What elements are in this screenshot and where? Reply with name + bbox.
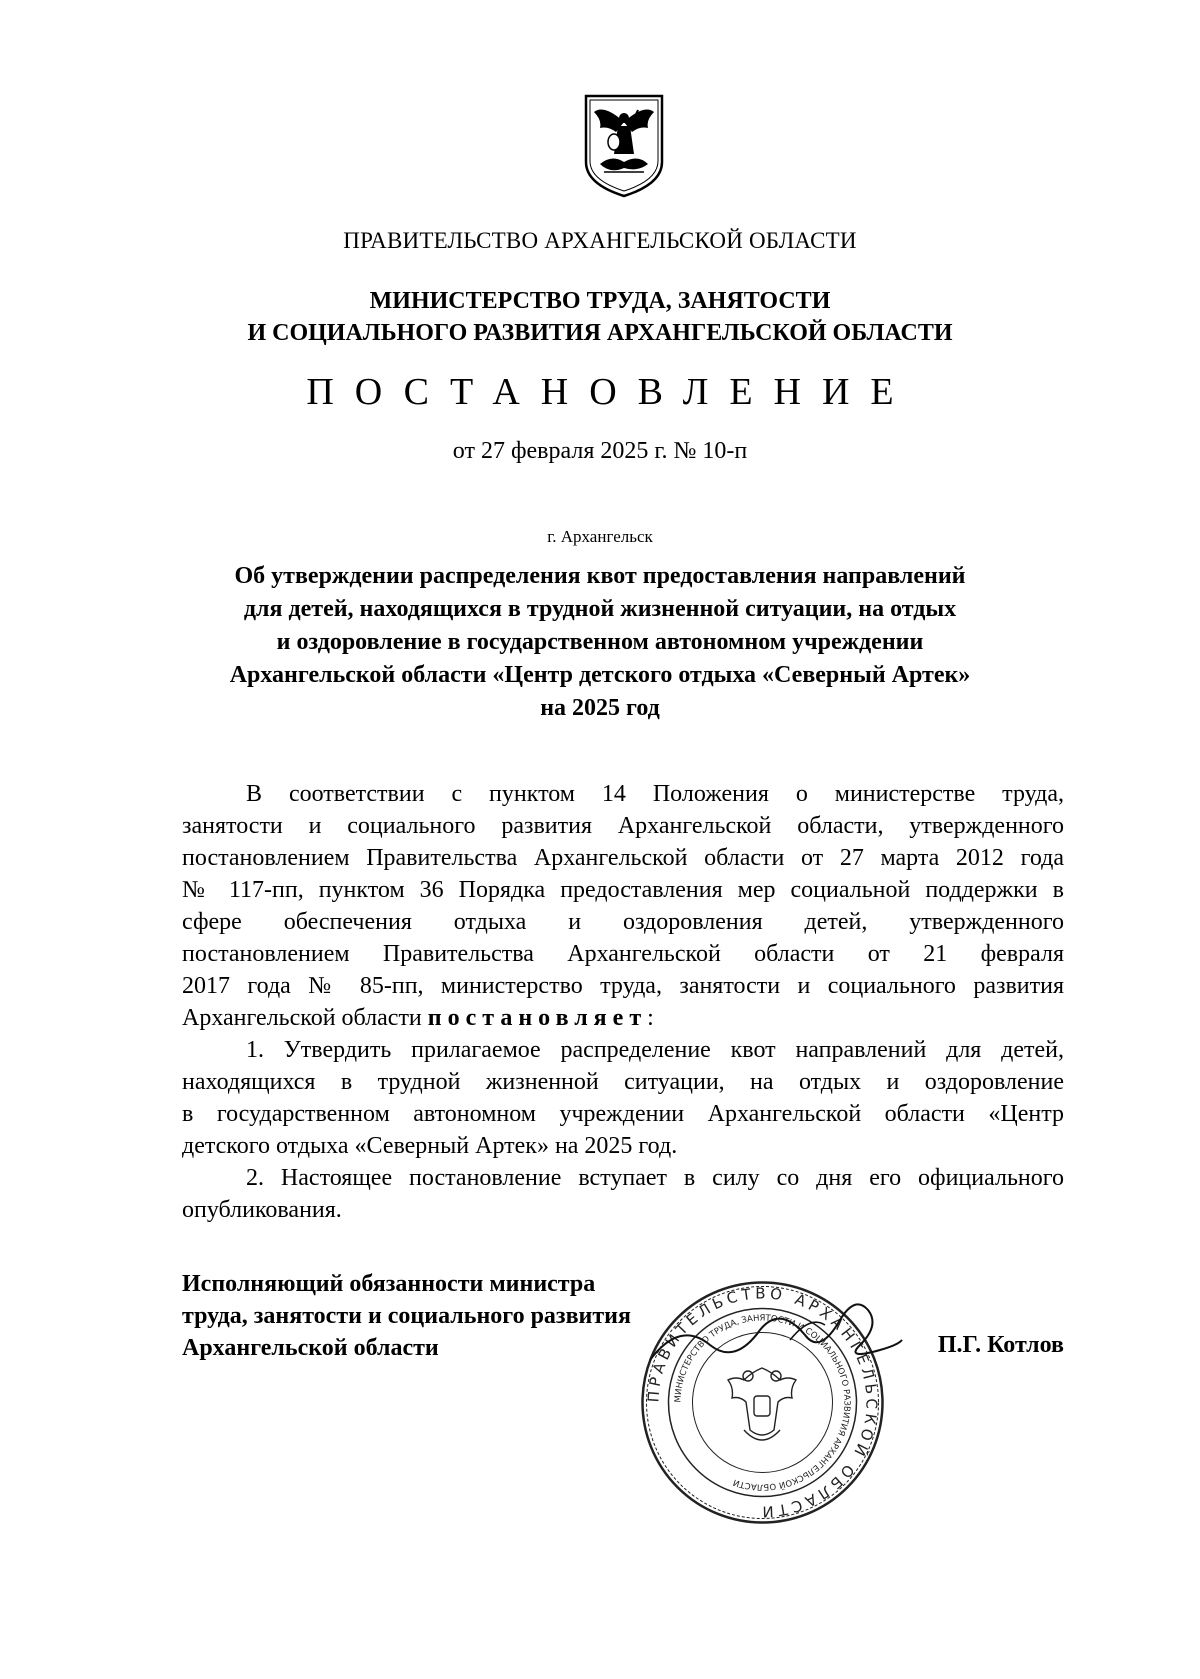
paragraph-2-line-4: детского отдыха «Северный Артек» на 2025 год. [182,1133,678,1159]
signatory-position-line-1: Исполняющий обязанности министра [182,1271,596,1297]
ministry-line-2: И СОЦИАЛЬНОГО РАЗВИТИЯ АРХАНГЕЛЬСКОЙ ОБЛАСТИ [247,320,953,346]
document-date-number: от 27 февраля 2025 г. № 10-п [452,438,748,464]
signatory-name: П.Г. Котлов [937,1332,1064,1358]
paragraph-3-line-2: опубликования. [182,1197,342,1223]
document-city: г. Архангельск [547,527,653,546]
ministry-heading [0,285,1200,349]
stamp-outer-text: ПРАВИТЕЛЬСТВО АРХАНГЕЛЬСКОЙ ОБЛАСТИ [644,1284,881,1521]
paragraph-1-line-1: В соответствии с пунктом 14 Положения о министерстве труда, [246,781,1064,807]
resolves-keyword: постановляет [427,1005,648,1031]
signatory-position-line-2: труда, занятости и социального развития [182,1303,631,1329]
signatory-position-line-3: Архангельской области [182,1335,439,1361]
paragraph-1-line-8 [182,1002,1064,1034]
title-line-1: Об утверждении распределения квот предоставления направлений [234,563,966,589]
document-type: ПОСТАНОВЛЕНИЕ [306,371,915,413]
title-line-4: Архангельской области «Центр детского отдыха «Северный Артек» [229,662,971,688]
paragraph-1-line-8-text: Архангельской области [182,1005,428,1031]
paragraph-3-line-1: 2. Настоящее постановление вступает в силу со дня его официального [246,1165,1064,1191]
title-line-2: для детей, находящихся в трудной жизненной ситуации, на отдых [243,596,957,622]
document-title [120,560,1080,725]
title-line-3: и оздоровление в государственном автономном учреждении [276,629,924,655]
document-body [182,778,1064,1226]
paragraph-1-line-3: постановлением Правительства Архангельской области от 27 марта 2012 года [182,845,1064,871]
paragraph-1-line-4: № 117-пп, пунктом 36 Порядка предоставления мер социальной поддержки в [182,877,1064,903]
ministry-line-1: МИНИСТЕРСТВО ТРУДА, ЗАНЯТОСТИ [369,288,831,314]
signatory-position [182,1268,631,1364]
stamp-inner-text: МИНИСТЕРСТВО ТРУДА, ЗАНЯТОСТИ И СОЦИАЛЬНОГО РАЗВИТИЯ АРХАНГЕЛЬСКОЙ ОБЛАСТИ [673,1313,852,1492]
paragraph-1-line-5: сфере обеспечения отдыха и оздоровления детей, утвержденного [182,909,1064,935]
government-heading: ПРАВИТЕЛЬСТВО АРХАНГЕЛЬСКОЙ ОБЛАСТИ [343,228,857,253]
paragraph-2-line-3: в государственном автономном учреждении Архангельской области «Центр [182,1101,1064,1127]
paragraph-1-line-7: 2017 года № 85-пп, министерство труда, занятости и социального развития [182,973,1064,999]
paragraph-2-line-2: находящихся в трудной жизненной ситуации, на отдых и оздоровление [182,1069,1064,1095]
paragraph-1-line-6: постановлением Правительства Архангельской области от 21 февраля [182,941,1064,967]
handwritten-signature [640,1290,910,1380]
title-line-5: на 2025 год [540,695,660,721]
paragraph-1-line-2: занятости и социального развития Архангельской области, утвержденного [182,813,1064,839]
paragraph-2-line-1: 1. Утвердить прилагаемое распределение квот направлений для детей, [246,1037,1064,1063]
paragraph-1-line-8-colon: : [647,1005,654,1031]
coat-of-arms-emblem [582,92,666,200]
